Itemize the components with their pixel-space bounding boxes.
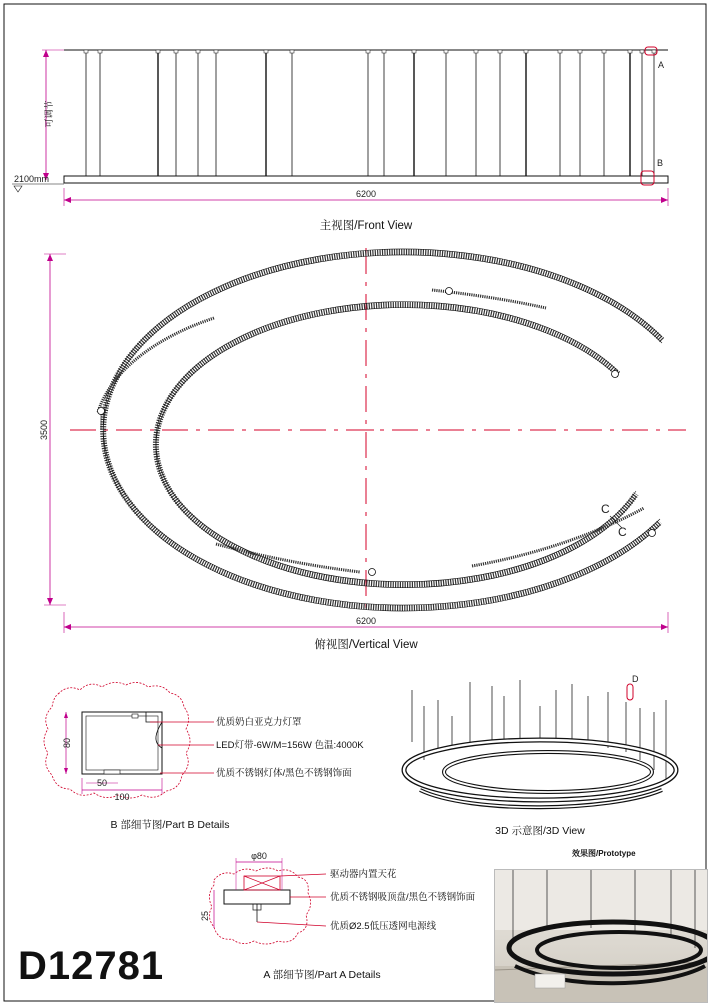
part-b-width-dim: 100 [114,792,130,802]
ceiling-cap [196,50,200,53]
callout-b-label: B [657,158,664,168]
part-a-note-1: 驱动器内置天花 [330,869,397,880]
part-a-note-3: 优质Ø2.5低压透网电源线 [330,921,437,932]
part-b-inner-dim: 50 [96,778,108,788]
part-b-note-3: 优质不锈钢灯体/黑色不锈钢饰面 [216,768,352,779]
ceiling-cap [444,50,448,53]
vertical-width-dim: 6200 [355,616,377,626]
ceiling-cap [174,50,178,53]
callout-c1: C [601,502,610,516]
drawing-code: D12781 [18,944,165,988]
ceiling-cap [382,50,386,53]
callout-d-label: D [632,674,639,684]
callout-a-label: A [658,60,665,70]
ceiling-cap [474,50,478,53]
ceiling-cap [558,50,562,53]
ceiling-cap [628,50,632,53]
ceiling-cap [412,50,416,53]
ceiling-cap [264,50,268,53]
ceiling-cap [602,50,606,53]
part-a-details [200,851,476,981]
ceiling-cap [98,50,102,53]
part-a-cloud [209,868,310,944]
vertical-view-caption: 俯视图/Vertical View [314,639,418,651]
ceiling-cap [84,50,88,53]
part-b-details [44,682,364,831]
part-a-height-dim: 25 [200,910,210,922]
ceiling-cap [156,50,160,53]
ceiling-cap [652,50,656,53]
ceiling-cap [578,50,582,53]
arc-segment-bottom-left [216,544,360,572]
callout-c2: C [618,525,627,539]
prototype-title: 效果图/Prototype [572,849,636,858]
front-fixture-bar [64,176,668,183]
front-height-label: 可调节 [44,100,54,128]
part-b-note-2: LED灯带-6W/M=156W 色温:4000K [216,740,364,751]
callout-d-box [627,684,633,700]
front-width-dim: 6200 [355,189,377,199]
part-a-dia-dim: φ80 [251,851,267,861]
vertical-height-dim: 3500 [39,419,49,441]
view-3d [404,674,676,837]
front-height-dim: 2100mm [14,174,50,184]
ceiling-cap [524,50,528,53]
suspension-cables [84,50,656,176]
3d-view-caption: 3D 示意图/3D View [495,825,585,837]
ceiling-cap [290,50,294,53]
part-b-caption: B 部细节图/Part B Details [110,819,230,831]
ceiling-cap [640,50,644,53]
prototype-photo [494,869,708,1003]
front-view-caption: 主视图/Front View [319,220,413,232]
ceiling-cap [366,50,370,53]
part-a-note-2: 优质不锈钢吸顶盘/黑色不锈钢饰面 [330,892,476,903]
ceiling-cap [214,50,218,53]
front-view [12,47,668,232]
part-b-height-dim: 80 [62,737,72,749]
ceiling-cap [498,50,502,53]
vertical-view [39,248,686,651]
part-b-note-1: 优质奶白亚克力灯罩 [216,717,302,728]
part-a-caption: A 部细节图/Part A Details [263,969,381,981]
